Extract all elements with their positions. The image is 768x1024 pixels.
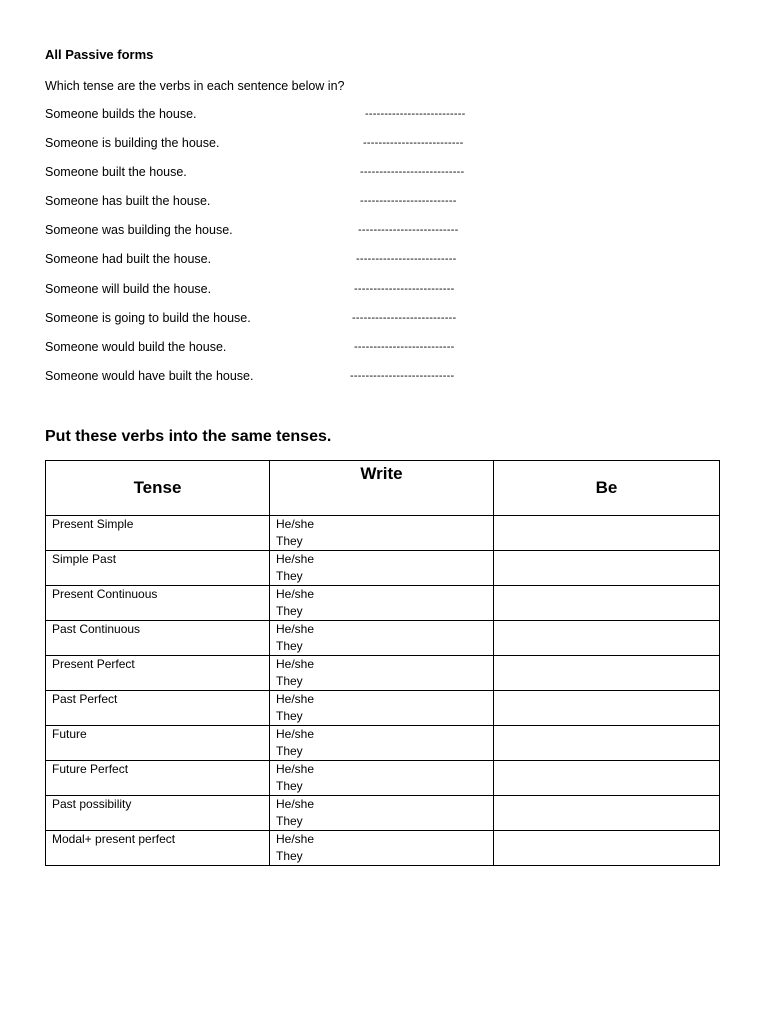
subject-they: They bbox=[276, 569, 303, 583]
write-answer-cell[interactable] bbox=[270, 586, 494, 621]
be-answer-cell[interactable] bbox=[494, 796, 720, 831]
subject-they: They bbox=[276, 604, 303, 618]
answer-line-1[interactable]: -------------------------- bbox=[365, 108, 466, 120]
write-answer-cell[interactable] bbox=[270, 796, 494, 831]
answer-line-9[interactable]: -------------------------- bbox=[354, 341, 455, 353]
write-answer-cell[interactable] bbox=[270, 691, 494, 726]
write-answer-cell[interactable] bbox=[270, 621, 494, 656]
sentence-2: Someone is building the house. bbox=[45, 136, 220, 150]
tense-name-cell: Past Continuous bbox=[46, 621, 270, 656]
table-row bbox=[46, 796, 720, 831]
sentence-9: Someone would build the house. bbox=[45, 340, 227, 354]
be-answer-cell[interactable] bbox=[494, 761, 720, 796]
subject-they: They bbox=[276, 849, 303, 863]
sentence-5: Someone was building the house. bbox=[45, 223, 233, 237]
subject-he-she: He/she bbox=[276, 832, 315, 846]
write-answer-cell[interactable] bbox=[270, 656, 494, 691]
subject-they: They bbox=[276, 709, 303, 723]
table-row bbox=[46, 516, 720, 551]
page-title: All Passive forms bbox=[45, 47, 154, 62]
answer-line-4[interactable]: ------------------------- bbox=[360, 195, 457, 207]
tense-name-cell: Past possibility bbox=[46, 796, 270, 831]
be-answer-cell[interactable] bbox=[494, 691, 720, 726]
answer-line-3[interactable]: --------------------------- bbox=[360, 166, 465, 178]
subject-they: They bbox=[276, 534, 303, 548]
sentence-4: Someone has built the house. bbox=[45, 194, 211, 208]
table-header-row bbox=[46, 461, 720, 516]
table-row bbox=[46, 831, 720, 866]
tense-name-cell: Simple Past bbox=[46, 551, 270, 586]
write-answer-cell[interactable] bbox=[270, 726, 494, 761]
table-row bbox=[46, 551, 720, 586]
table-row bbox=[46, 726, 720, 761]
table-row bbox=[46, 621, 720, 656]
be-answer-cell[interactable] bbox=[494, 726, 720, 761]
subject-he-she: He/she bbox=[276, 762, 315, 776]
table-row bbox=[46, 691, 720, 726]
write-answer-cell[interactable] bbox=[270, 516, 494, 551]
table-row bbox=[46, 761, 720, 796]
tense-name-cell: Past Perfect bbox=[46, 691, 270, 726]
table-row bbox=[46, 656, 720, 691]
subject-he-she: He/she bbox=[276, 657, 315, 671]
sentence-10: Someone would have built the house. bbox=[45, 369, 254, 383]
be-answer-cell[interactable] bbox=[494, 831, 720, 866]
subject-he-she: He/she bbox=[276, 797, 315, 811]
tense-name-cell: Future bbox=[46, 726, 270, 761]
write-answer-cell[interactable] bbox=[270, 551, 494, 586]
sentence-8: Someone is going to build the house. bbox=[45, 311, 251, 325]
subject-they: They bbox=[276, 674, 303, 688]
be-answer-cell[interactable] bbox=[494, 621, 720, 656]
answer-line-10[interactable]: --------------------------- bbox=[350, 370, 455, 382]
tense-table bbox=[45, 460, 720, 866]
answer-line-8[interactable]: --------------------------- bbox=[352, 312, 457, 324]
write-answer-cell[interactable] bbox=[270, 761, 494, 796]
table-row bbox=[46, 586, 720, 621]
be-answer-cell[interactable] bbox=[494, 656, 720, 691]
answer-line-2[interactable]: -------------------------- bbox=[363, 137, 464, 149]
column-header-write: Write bbox=[270, 461, 494, 516]
tense-name-cell: Present Simple bbox=[46, 516, 270, 551]
write-answer-cell[interactable] bbox=[270, 831, 494, 866]
subject-he-she: He/she bbox=[276, 692, 315, 706]
subject-they: They bbox=[276, 744, 303, 758]
sentence-3: Someone built the house. bbox=[45, 165, 187, 179]
tense-name-cell: Present Continuous bbox=[46, 586, 270, 621]
tense-name-cell: Future Perfect bbox=[46, 761, 270, 796]
column-header-be: Be bbox=[494, 461, 720, 516]
answer-line-7[interactable]: -------------------------- bbox=[354, 283, 455, 295]
subject-he-she: He/she bbox=[276, 517, 315, 531]
subject-he-she: He/she bbox=[276, 587, 315, 601]
subject-he-she: He/she bbox=[276, 727, 315, 741]
subject-they: They bbox=[276, 639, 303, 653]
subject-they: They bbox=[276, 779, 303, 793]
subject-he-she: He/she bbox=[276, 622, 315, 636]
subject-he-she: He/she bbox=[276, 552, 315, 566]
be-answer-cell[interactable] bbox=[494, 586, 720, 621]
sentence-1: Someone builds the house. bbox=[45, 107, 197, 121]
be-answer-cell[interactable] bbox=[494, 551, 720, 586]
tense-name-cell: Modal+ present perfect bbox=[46, 831, 270, 866]
table-heading: Put these verbs into the same tenses. bbox=[45, 428, 332, 445]
tense-name-cell: Present Perfect bbox=[46, 656, 270, 691]
subject-they: They bbox=[276, 814, 303, 828]
exercise-instruction: Which tense are the verbs in each sentence below in? bbox=[45, 79, 345, 93]
sentence-7: Someone will build the house. bbox=[45, 282, 212, 296]
sentence-6: Someone had built the house. bbox=[45, 252, 212, 266]
answer-line-6[interactable]: -------------------------- bbox=[356, 253, 457, 265]
column-header-tense: Tense bbox=[46, 461, 270, 516]
be-answer-cell[interactable] bbox=[494, 516, 720, 551]
answer-line-5[interactable]: -------------------------- bbox=[358, 224, 459, 236]
